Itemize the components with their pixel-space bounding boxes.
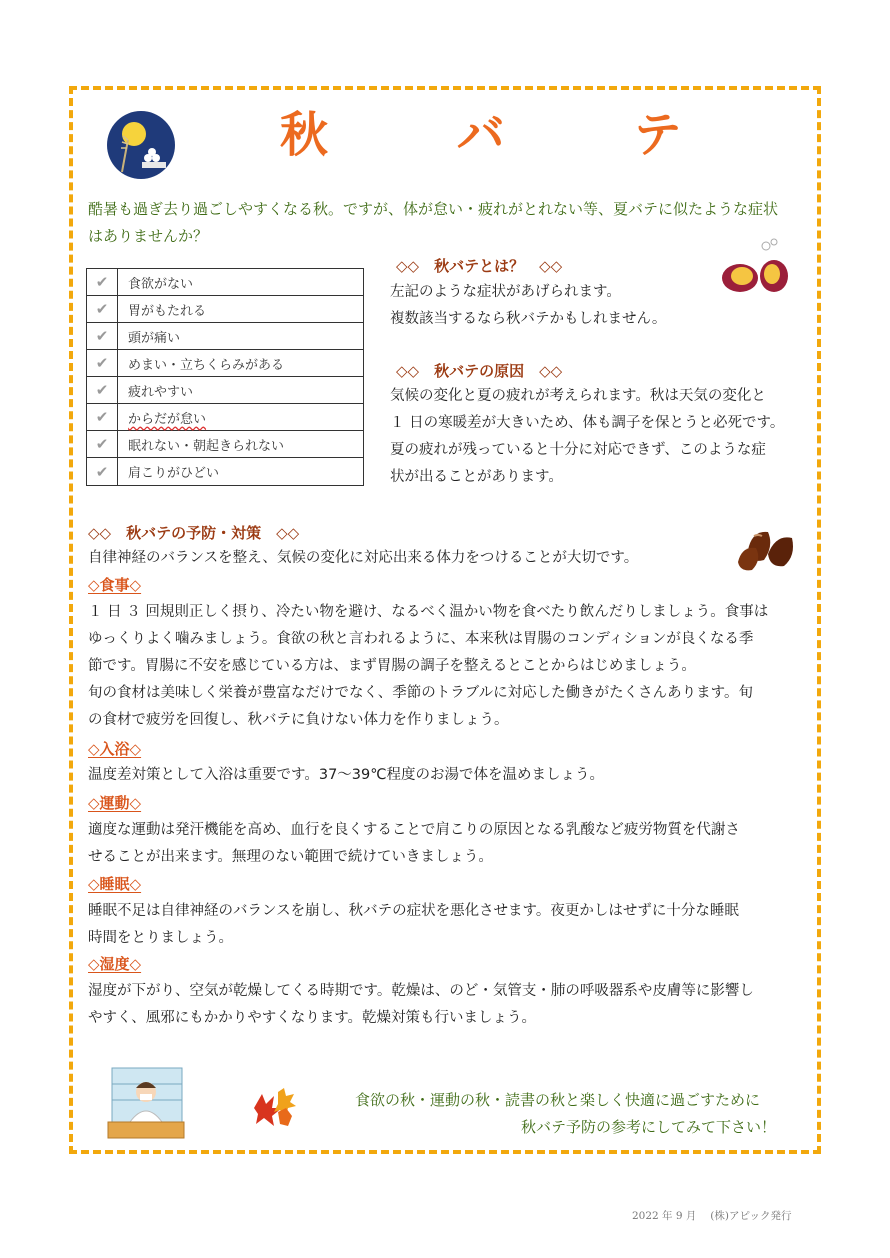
humidity-text: 湿度が下がり、空気が乾燥してくる時期です。乾燥は、のど・気管支・肺の呼吸器系や皮膚等に影響し やすく、風邪にもかかりやすくなります。乾燥対策も行いましょう。 [88, 983, 754, 1026]
checklist-row [87, 296, 363, 323]
check-icon: ✔ [87, 269, 118, 295]
checklist-row [87, 431, 363, 458]
humidity-subheading: ◇湿度◇ [88, 955, 142, 973]
cause-text: 気候の変化と夏の疲れが考えられます。秋は天気の変化と １ 日の寒暖差が大きいため、体も調子を保とうと必死です。 夏の疲れが残っていると十分に対応できず、このような症 状が出ることがあります。 [390, 388, 785, 485]
checklist-item-label: めまい・立ちくらみがある [128, 357, 285, 373]
check-icon: ✔ [87, 377, 118, 403]
checklist-item-label: 眠れない・朝起きられない [128, 438, 285, 454]
check-icon: ✔ [87, 350, 118, 376]
prevention-intro: 自律神経のバランスを整え、気候の変化に対応出来る体力をつけることが大切です。 [88, 550, 639, 566]
what-is-text: 左記のような症状があげられます。 複数該当するなら秋バテかもしれません。 [390, 284, 667, 327]
checklist-item-label: 疲れやすい [128, 384, 194, 400]
check-icon: ✔ [87, 404, 118, 430]
bath-text: 温度差対策として入浴は重要です。37～39℃程度のお湯で体を温めましょう。 [88, 767, 605, 783]
page-title: 秋 バ テ [280, 107, 738, 163]
sleep-subheading: ◇睡眠◇ [88, 875, 142, 893]
exercise-text: 適度な運動は発汗機能を高め、血行を良くすることで肩こりの原因となる乳酸など疲労物質を代謝さ せることが出来ます。無理のない範囲で続けていきましょう。 [88, 822, 740, 865]
bath-subheading: ◇入浴◇ [88, 740, 142, 758]
intro-text: 酷暑も過ぎ去り過ごしやすくなる秋。ですが、体が怠い・疲れがとれない等、夏バテに似たような症状 はありませんか？ [88, 200, 779, 245]
publisher-credit: 2022 年 9 月 (株)アピック発行 [632, 1210, 792, 1222]
checklist-item-label: からだが怠い [128, 411, 207, 427]
meal-text: １ 日 ３ 回規則正しく摂り、冷たい物を避け、なるべく温かい物を食べたり飲んだりしましょう。食事は ゆっくりよく噛みましょう。食欲の秋と言われるように、本来秋は胃腸のコンディションが良くなる季 節です。胃腸に不安を感じている方は、まず胃腸の調子を整えるとことからはじめましょう。 旬の食材は美味しく栄養が豊富なだけでなく、季節のトラブルに対応した働きがたくさんあります。旬 の食材で疲労を回復し、秋バテに負けない体力を作りましょう。 [88, 604, 769, 728]
sleep-text: 睡眠不足は自律神経のバランスを崩し、秋バテの症状を悪化させます。夜更かしはせずに十分な睡眠 時間をとりましょう。 [88, 903, 739, 946]
checklist-row [87, 323, 363, 350]
checklist-item-label: 肩こりがひどい [128, 466, 220, 481]
meal-subheading: ◇食事◇ [88, 576, 142, 594]
checklist-row [87, 404, 363, 431]
exercise-subheading: ◇運動◇ [88, 794, 142, 812]
checklist-row [87, 269, 363, 296]
footer-message-line2: 秋バテ予防の参考にしてみて下さい！ [521, 1118, 777, 1136]
checklist-item-label: 食欲がない [128, 276, 194, 292]
sweet-potato-icon [718, 236, 794, 300]
prevention-heading: ◇◇ 秋バテの予防・対策 ◇◇ [88, 524, 300, 542]
checklist-row [87, 377, 363, 404]
check-icon: ✔ [87, 323, 118, 349]
symptom-checklist [86, 268, 364, 486]
check-icon: ✔ [87, 296, 118, 322]
checklist-row [87, 458, 363, 485]
moon-viewing-icon [106, 110, 176, 180]
checklist-item-label: 頭が痛い [128, 330, 181, 346]
autumn-leaves-icon [248, 1086, 300, 1130]
check-icon: ✔ [87, 458, 118, 485]
check-icon: ✔ [87, 431, 118, 457]
checklist-row [87, 350, 363, 377]
pharmacist-icon [104, 1062, 188, 1142]
cause-heading: ◇◇ 秋バテの原因 ◇◇ [396, 362, 563, 380]
checklist-item-label: 胃がもたれる [128, 303, 207, 319]
footer-message-line1: 食欲の秋・運動の秋・読書の秋と楽しく快適に過ごすために [355, 1091, 761, 1109]
what-is-heading: ◇◇ 秋バテとは？ ◇◇ [396, 257, 563, 275]
